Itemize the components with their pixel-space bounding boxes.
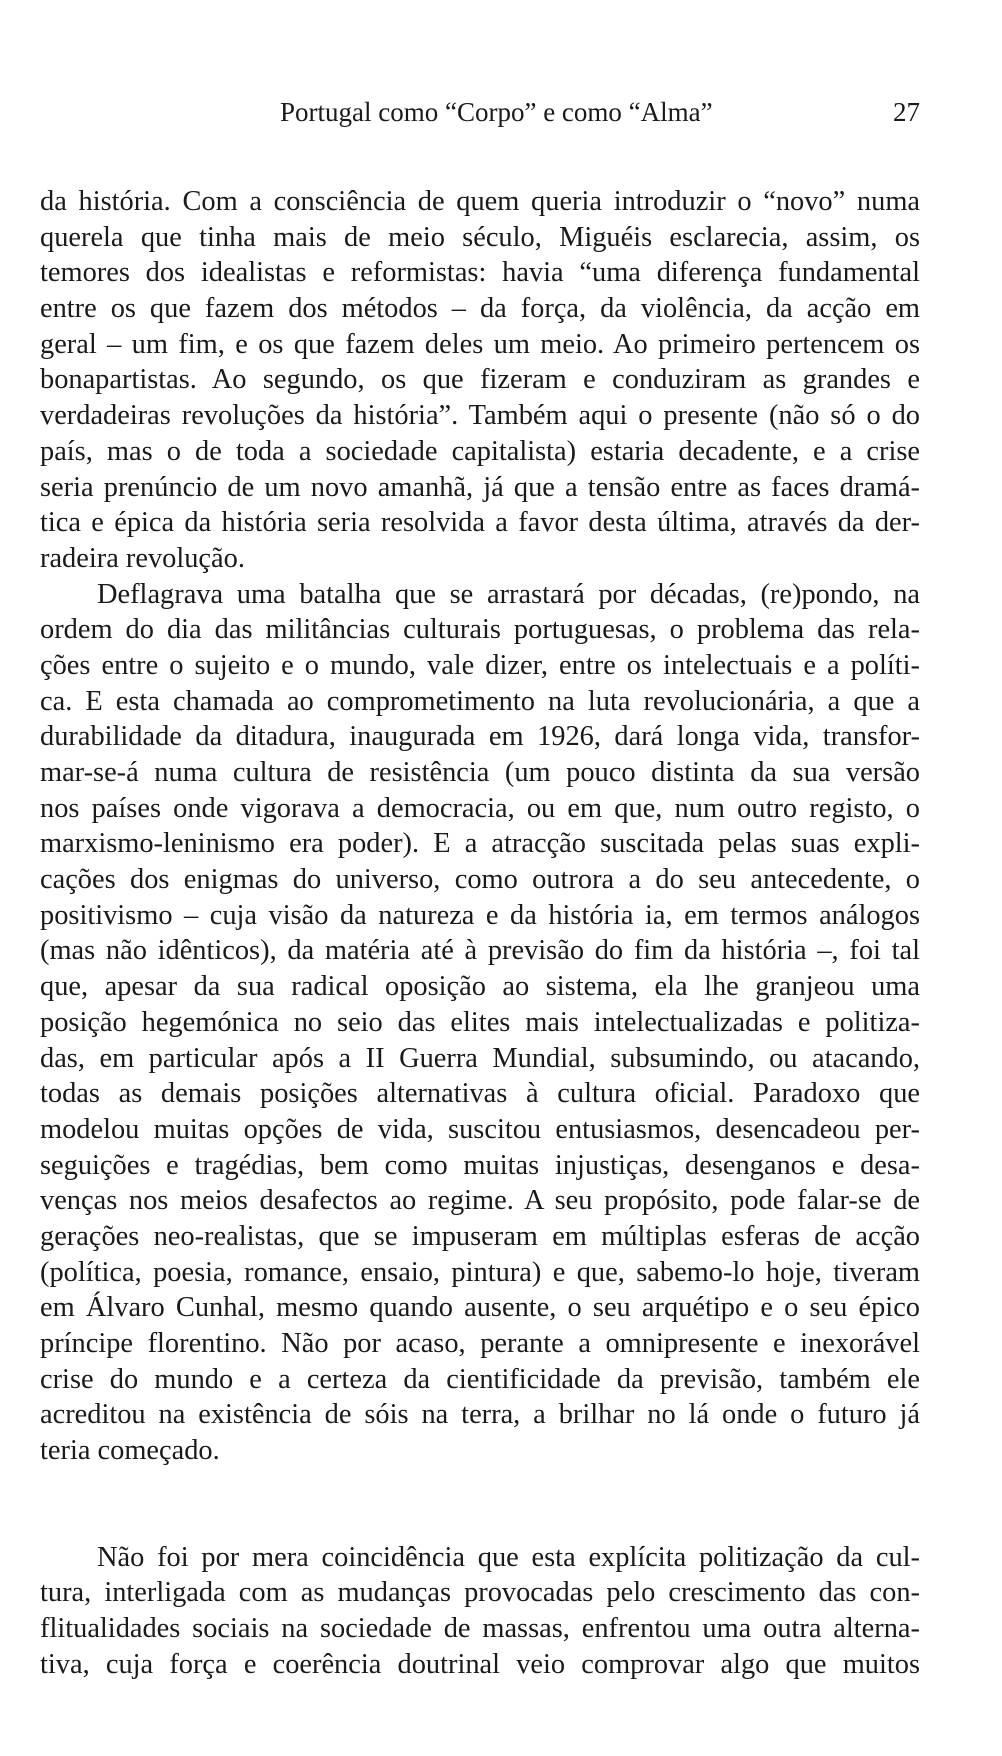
text-line: entre os que fazem dos métodos – da força, da violência, da acção em	[40, 293, 920, 325]
text-line: que, apesar da sua radical oposição ao sistema, ela lhe granjeou uma	[40, 971, 920, 1003]
text-line: ca. E esta chamada ao comprometimento na luta revolucionária, a que a	[40, 685, 920, 717]
text-line: posição hegemónica no seio das elites mais intelectualizadas e politiza-	[40, 1006, 920, 1038]
text-line: ordem do dia das militâncias culturais portuguesas, o problema das rela-	[40, 614, 920, 646]
text-line: ções entre o sujeito e o mundo, vale dizer, entre os intelectuais e a políti-	[40, 649, 920, 681]
paragraph-3	[40, 1540, 920, 1683]
running-head: Portugal como “Corpo” e como “Alma”	[280, 97, 713, 127]
text-line: Não foi por mera coincidência que esta explícita politização da cul-	[97, 1541, 920, 1573]
text-line: seria prenúncio de um novo amanhã, já que a tensão entre as faces dramá-	[40, 471, 920, 503]
text-line: flitualidades sociais na sociedade de massas, enfrentou uma outra alterna-	[40, 1613, 920, 1645]
text-line: mar-se-á numa cultura de resistência (um pouco distinta da sua versão	[40, 757, 920, 788]
text-line: seguições e tragédias, bem como muitas injustiças, desenganos e desa-	[40, 1149, 920, 1181]
text-line: acreditou na existência de sóis na terra, a brilhar no lá onde o futuro já	[40, 1399, 920, 1431]
body-text	[40, 184, 920, 1683]
text-line: gerações neo-realistas, que se impuseram em múltiplas esferas de acção	[40, 1220, 920, 1252]
section-break	[40, 1469, 920, 1540]
text-line: querela que tinha mais de meio século, Miguéis esclarecia, assim, os	[40, 221, 920, 253]
text-line: teria começado.	[40, 1435, 220, 1467]
text-line: venças nos meios desafectos ao regime. A seu propósito, pode falar-se de	[40, 1185, 920, 1217]
paragraph-1	[40, 184, 920, 577]
paragraph-2	[40, 577, 920, 1469]
text-line: geral – um fim, e os que fazem deles um meio. Ao primeiro pertencem os	[40, 328, 920, 360]
text-line: tiva, cuja força e coerência doutrinal veio comprovar algo que muitos	[40, 1648, 920, 1680]
text-line: cações dos enigmas do universo, como outrora a do seu antecedente, o	[40, 864, 920, 896]
text-line: temores dos idealistas e reformistas: havia “uma diferença fundamental	[40, 257, 920, 289]
text-line: modelou muitas opções de vida, suscitou entusiasmos, desencadeou per-	[40, 1113, 920, 1145]
text-line: verdadeiras revoluções da história”. Também aqui o presente (não só o do	[40, 400, 920, 432]
text-line: marxismo-leninismo era poder). E a atracção suscitada pelas suas expli-	[40, 828, 920, 860]
text-line: crise do mundo e a certeza da cientificidade da previsão, também ele	[40, 1363, 920, 1395]
text-line: da história. Com a consciência de quem queria introduzir o “novo” numa	[40, 186, 920, 217]
text-line: tica e épica da história seria resolvida a favor desta última, através da der-	[40, 507, 920, 539]
text-line: nos países onde vigorava a democracia, ou em que, num outro registo, o	[40, 792, 920, 824]
page-header	[40, 92, 920, 132]
text-line: tura, interligada com as mudanças provocadas pelo crescimento das con-	[40, 1577, 920, 1609]
page-number: 27	[893, 97, 920, 127]
text-line: das, em particular após a II Guerra Mundial, subsumindo, ou atacando,	[40, 1042, 920, 1074]
text-line: durabilidade da ditadura, inaugurada em 1926, dará longa vida, transfor-	[40, 721, 920, 753]
text-line: país, mas o de toda a sociedade capitalista) estaria decadente, e a crise	[40, 435, 920, 467]
text-line: em Álvaro Cunhal, mesmo quando ausente, o seu arquétipo e o seu épico	[40, 1292, 920, 1324]
text-line: bonapartistas. Ao segundo, os que fizeram e conduziram as grandes e	[40, 364, 920, 396]
text-line: (mas não idênticos), da matéria até à previsão do fim da história –, foi tal	[40, 935, 920, 967]
text-line: todas as demais posições alternativas à cultura oficial. Paradoxo que	[40, 1078, 920, 1110]
text-line: Deflagrava uma batalha que se arrastará por décadas, (re)pondo, na	[97, 578, 920, 610]
text-line: (política, poesia, romance, ensaio, pintura) e que, sabemo-lo hoje, tiveram	[40, 1256, 920, 1288]
text-line: príncipe florentino. Não por acaso, perante a omnipresente e inexorável	[40, 1328, 920, 1359]
text-line: radeira revolução.	[40, 542, 245, 574]
text-line: positivismo – cuja visão da natureza e da história ia, em termos análogos	[40, 899, 920, 931]
